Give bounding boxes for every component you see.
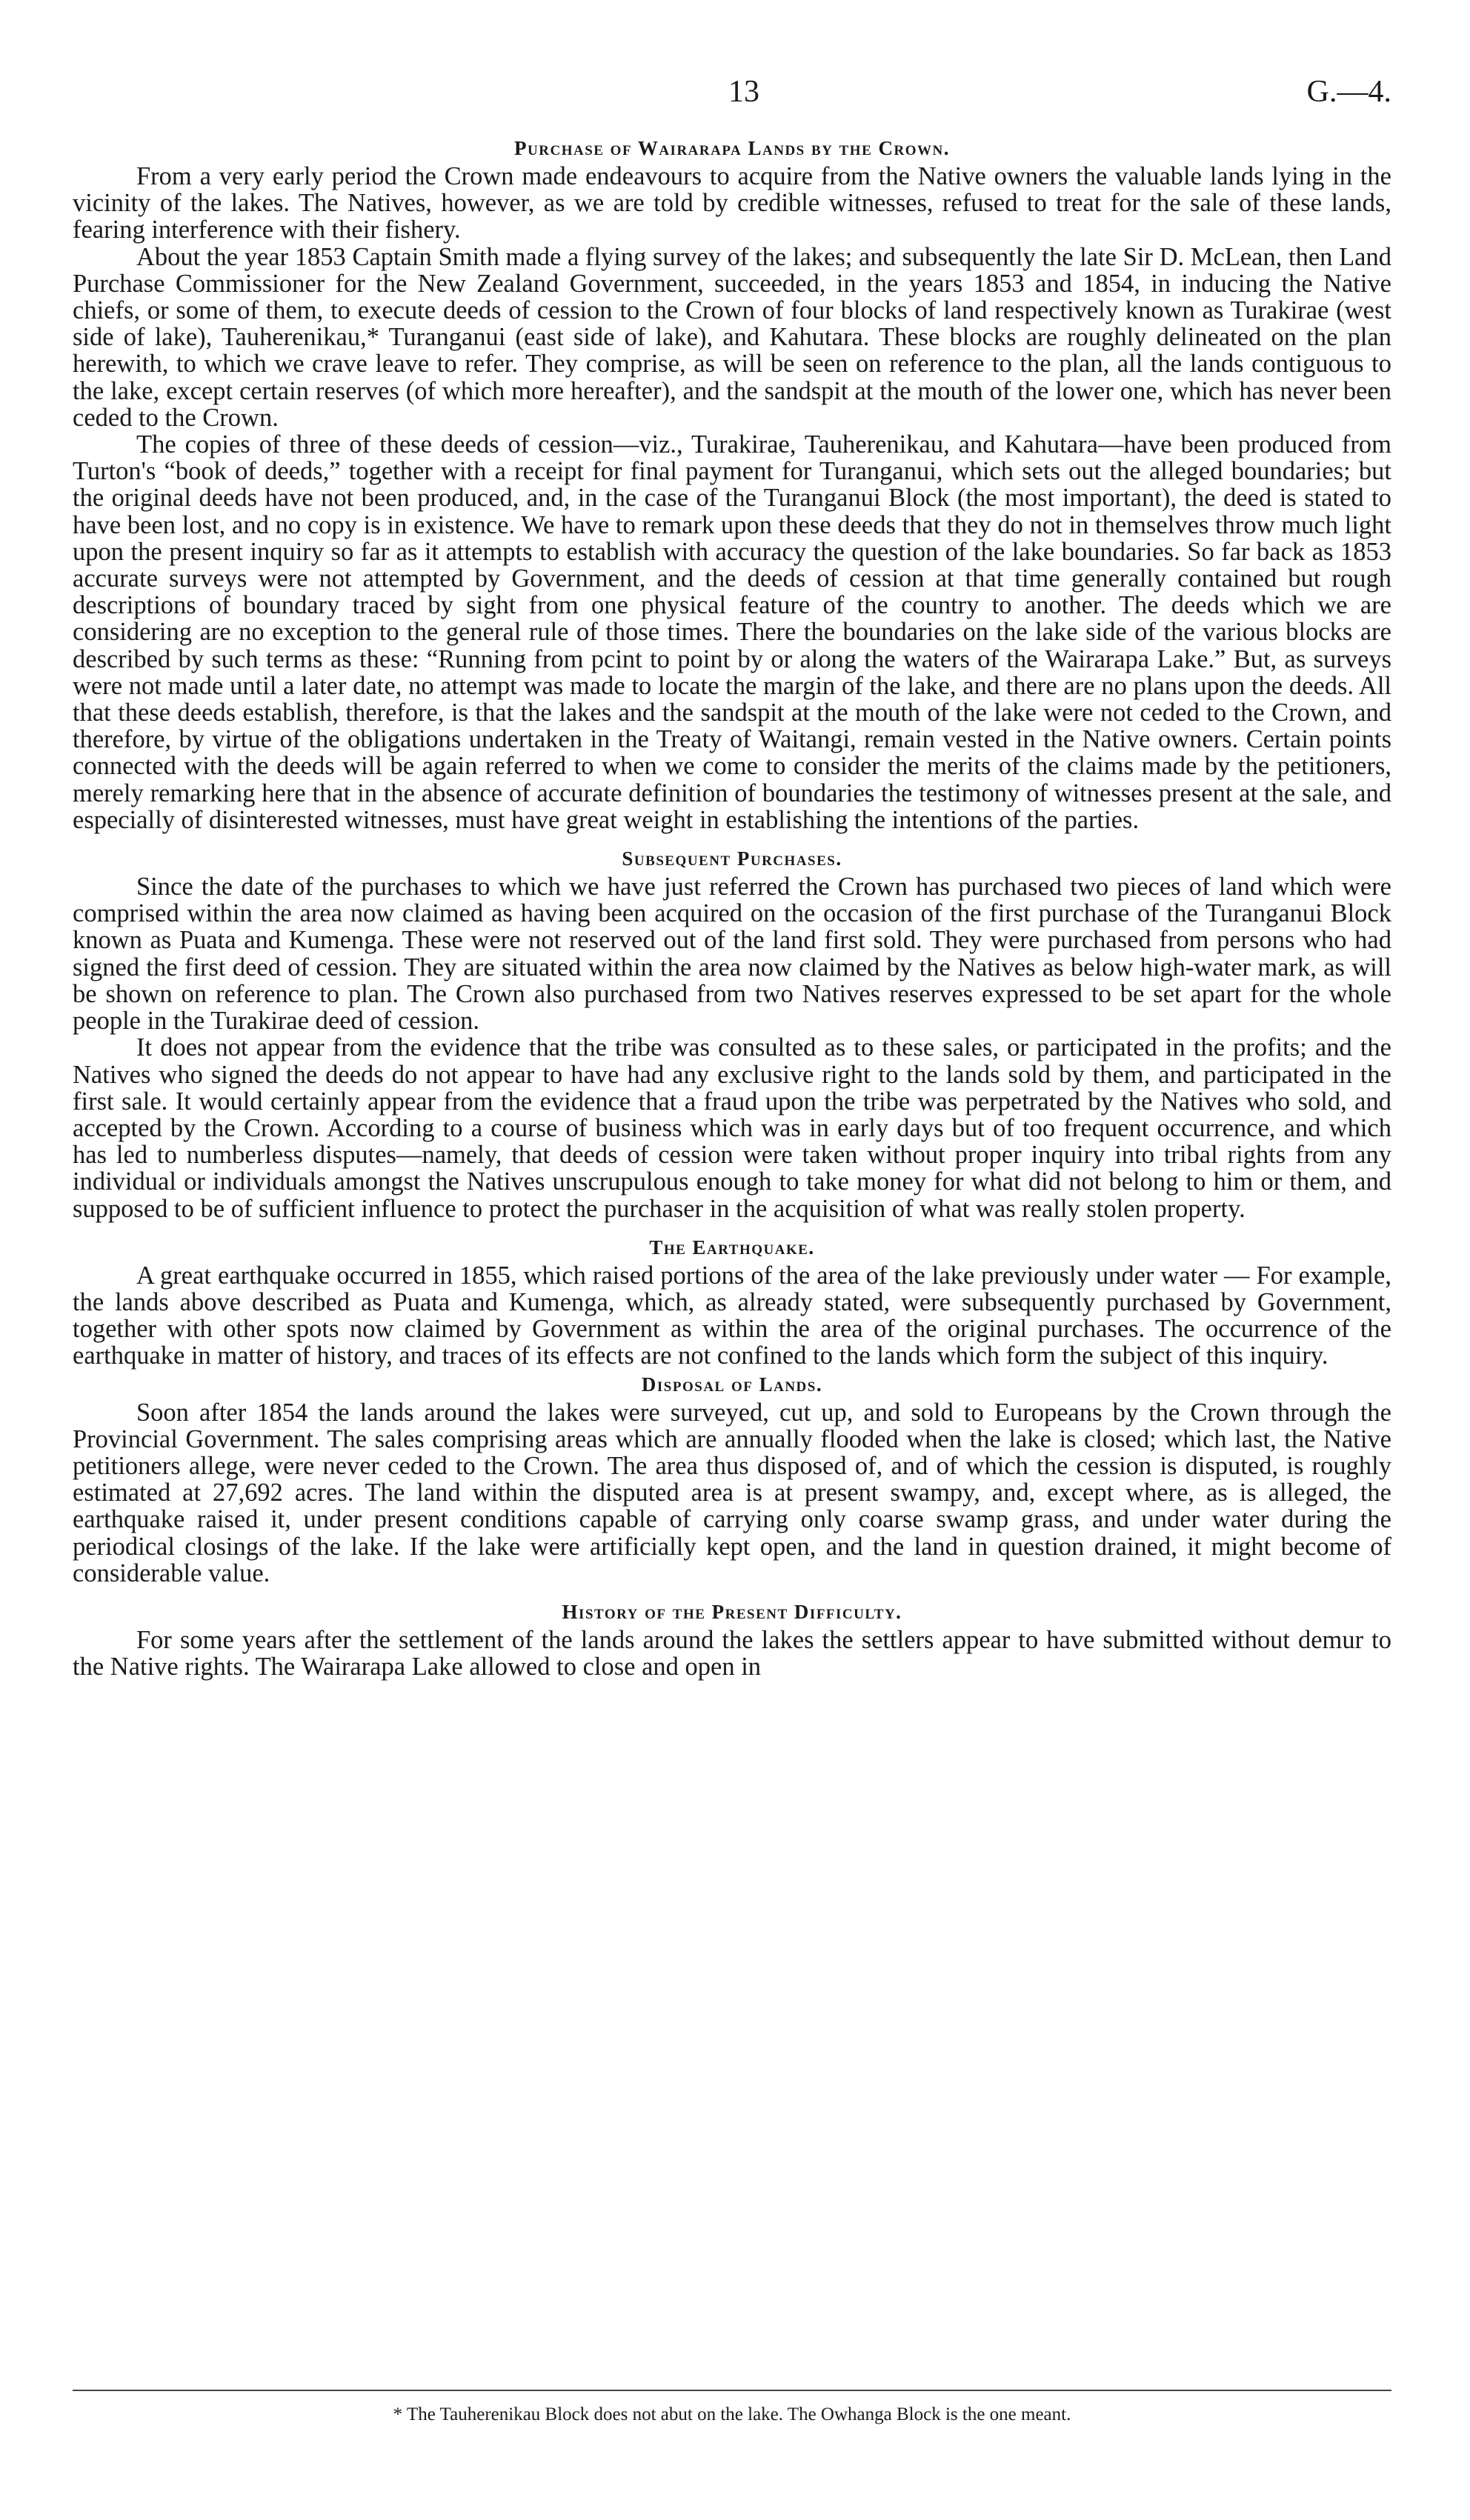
paragraph: For some years after the settlement of the lands around the lakes the settlers appear to have submitted without demur to the Native rights. The Wairarapa Lake allowed to close and open in (73, 1625, 1391, 1681)
section-title-subsequent-purchases: Subsequent Purchases. (622, 847, 842, 870)
paragraph: About the year 1853 Captain Smith made a flying survey of the lakes; and subsequently the late Sir D. McLean, then Land Purchase Commissioner for the New Zealand Government, succeeded, in the years 1853 and 1854, in inducing the Native chiefs, or some of them, to execute deeds of cession to the Crown of four blocks of land respectively known as Turakirae (west side of lake), Tauherenikau,* Turanganui (east side of lake), and Kahutara. These blocks are roughly delineated on the plan herewith, to which we crave leave to refer. They comprise, as will be seen on reference to the plan, all the lands contiguous to the lake, except certain reserves (of which more hereafter), and the sandspit at the mouth of the lower one, which has never been ceded to the Crown. (73, 242, 1391, 432)
section-title-history: History of the Present Difficulty. (562, 1600, 902, 1623)
section-title-disposal: Disposal of Lands. (641, 1373, 823, 1396)
section-title-earthquake: The Earthquake. (649, 1236, 815, 1259)
paragraph: Soon after 1854 the lands around the lakes were surveyed, cut up, and sold to Europeans by the Crown through the Provincial Government. The sales comprising areas which are annually flooded when the lake is closed; which last, the Native petitioners allege, were never ceded to the Crown. The area thus disposed of, and of which the cession is disputed, is roughly estimated at 27,692 acres. The land within the disputed area is at present swampy, and, except where, as is alleged, the earthquake raised it, under present conditions capable of carrying only coarse swamp grass, and under water during the periodical closings of the lake. If the lake were artificially kept open, and the land in question drained, it might become of considerable value. (73, 1398, 1391, 1587)
running-head (73, 74, 1391, 133)
paragraph: The copies of three of these deeds of cession—viz., Turakirae, Tauherenikau, and Kahutara—have been produced from Turton's “book of deeds,” together with a receipt for final payment for Turanganui, which sets out the alleged boundaries; but the original deeds have not been produced, and, in the case of the Turanganui Block (the most important), the deed is stated to have been lost, and no copy is in existence. We have to remark upon these deeds that they do not in themselves throw much light upon the present inquiry so far as it attempts to establish with accuracy the question of the lake boundaries. So far back as 1853 accurate surveys were not attempted by Government, and the deeds of cession at that time generally contained but rough descriptions of boundary traced by sight from one physical feature of the country to another. The deeds which we are considering are no exception to the general rule of those times. There the boundaries on the lake side of the various blocks are described by such terms as these: “Running from pcint to point by or along the waters of the Wairarapa Lake.” But, as surveys were not made until a later date, no attempt was made to locate the margin of the lake, and there are no plans upon the deeds. All that these deeds establish, therefore, is that the lakes and the sandspit at the mouth of the lake were not ceded to the Crown, and therefore, by virtue of the obligations undertaken in the Treaty of Waitangi, remain vested in the Native owners. Certain points connected with the deeds will be again referred to when we come to consider the merits of the claims made by the petitioners, merely remarking here that in the absence of accurate definition of boundaries the testimony of witnesses present at the sale, and especially of disinterested witnesses, must have great weight in establishing the intentions of the parties. (73, 430, 1391, 834)
page-body (73, 74, 1391, 1680)
footnote-divider (73, 2390, 1391, 2391)
paragraph: From a very early period the Crown made endeavours to acquire from the Native owners the valuable lands lying in the vicinity of the lakes. The Natives, however, as we are told by credible witnesses, refused to treat for the sale of these lands, fearing interference with their fishery. (73, 162, 1391, 244)
section-title-purchase: Purchase of Wairarapa Lands by the Crown. (514, 137, 950, 159)
page-number: 13 (728, 75, 759, 109)
paragraph: Since the date of the purchases to which we have just referred the Crown has purchased two pieces of land which were comprised within the area now claimed as having been acquired on the occasion of the first purchase of the Turanganui Block known as Puata and Kumenga. These were not reserved out of the land first sold. They were purchased from persons who had signed the first deed of cession. They are situated within the area now claimed by the Natives as below high-water mark, as will be shown on reference to plan. The Crown also purchased from two Natives reserves expressed to be set apart for the whole people in the Turakirae deed of cession. (73, 873, 1391, 1036)
document-reference: G.—4. (1306, 75, 1391, 109)
paragraph: It does not appear from the evidence that the tribe was consulted as to these sales, or participated in the profits; and the Natives who signed the deeds do not appear to have had any exclusive right to the lands sold by them, and participated in the first sale. It would certainly appear from the evidence that a fraud upon the tribe was perpetrated by the Natives who sold, and accepted by the Crown. According to a course of business which was in early days but of too frequent occurrence, and which has led to numberless disputes—namely, that deeds of cession were taken without proper inquiry into tribal rights from any individual or individuals amongst the Natives unscrupulous enough to take money for what did not belong to him or them, and supposed to be of sufficient influence to protect the purchaser in the acquisition of what was really stolen property. (73, 1033, 1391, 1223)
footnote: * The Tauherenikau Block does not abut on the lake. The Owhanga Block is the one meant. (393, 2404, 1071, 2424)
paragraph: A great earthquake occurred in 1855, which raised portions of the area of the lake previously under water — For example, the lands above described as Puata and Kumenga, which, as already stated, were subsequently purchased by Government, together with other spots now claimed by Government as within the area of the original purchases. The occurrence of the earthquake in matter of history, and traces of its effects are not confined to the lands which form the subject of this inquiry. (73, 1261, 1391, 1370)
